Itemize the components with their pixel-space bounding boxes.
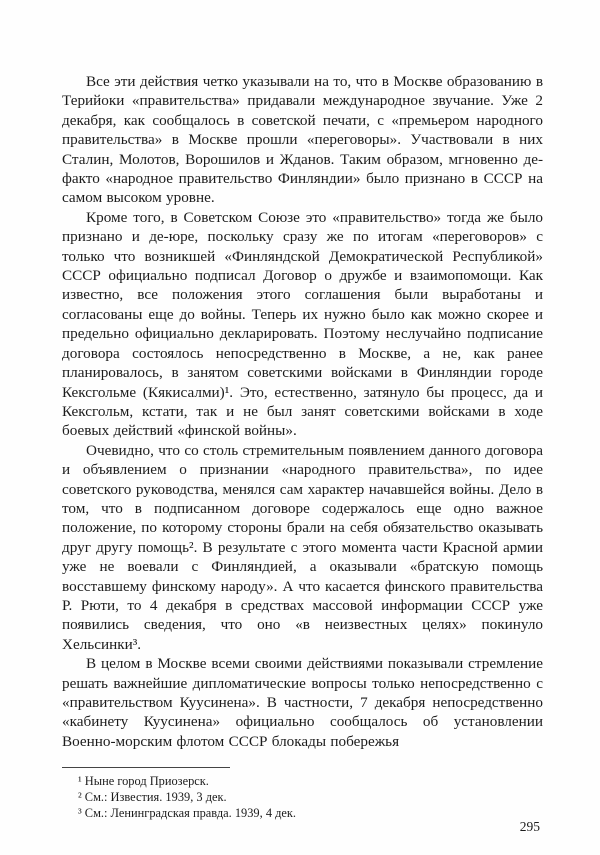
footnote-separator-rule [62, 767, 230, 768]
main-text-block [62, 72, 543, 751]
footnote-1: ¹ Ныне город Приозерск. [78, 774, 209, 789]
paragraph-1: Все эти действия четко указывали на то, что в Москве образованию в Терийоки «правительства» придавали международное звучание. Уже 2 декабря, как сообщалось в советской печати, с «премьером народного правительства» в Москве прошли «переговоры». Участвовали в них Сталин, Молотов, Ворошилов и Жданов. Таким образом, мгновенно де-факто «народное правительство Финляндии» было признано в СССР на самом высоком уровне. [62, 73, 543, 207]
paragraph-3: Очевидно, что со столь стремительным появлением данного договора и объявлением о признании «народного правительства», по идее советского руководства, менялся сам характер начавшейся войны. Дело в том, что в подписанном договоре содержалось еще одно важное положение, по которому стороны брали на себя обязательство оказывать друг другу помощь². В результате с этого момента части Красной армии уже не воевали с Финляндией, а оказывали «братскую помощь восставшему финскому народу». А что касается финского правительства Р. Рюти, то 4 декабря в средствах массовой информации СССР уже появились сведения, что оно «в неизвестных целях» покинуло Хельсинки³. [62, 441, 543, 653]
footnote-2: ² См.: Известия. 1939, 3 дек. [78, 790, 227, 805]
footnote-3: ³ См.: Ленинградская правда. 1939, 4 дек. [78, 806, 297, 821]
footnotes-block [62, 767, 543, 821]
paragraph-4: В целом в Москве всеми своими действиями показывали стремление решать важнейшие дипломатические вопросы только непосредственно с «правительством Куусинена». В частности, 7 декабря непосредственно «кабинету Куусинена» официально сообщалось об установлении Военно-морским флотом СССР блокады побережья [62, 655, 543, 750]
paragraph-2: Кроме того, в Советском Союзе это «правительство» тогда же было признано и де-юре, поскольку сразу же по итогам «переговоров» с только что возникшей «Финляндской Демократической Республикой» СССР официально подписал Договор о дружбе и взаимопомощи. Как известно, все положения этого соглашения были выработаны и согласованы еще до войны. Теперь их нужно было как можно скорее и предельно официально декларировать. Поэтому неслучайно подписание договора состоялось непосредственно в Москве, а не, как ранее планировалось, в занятом советскими войсками в Финляндии городе Кексгольме (Кякисалми)¹. Это, естественно, затянуло бы процесс, да и Кексгольм, кстати, так и не был занят советскими войсками в ходе боевых действий «финской войны». [62, 208, 543, 440]
page-number: 295 [519, 819, 540, 834]
